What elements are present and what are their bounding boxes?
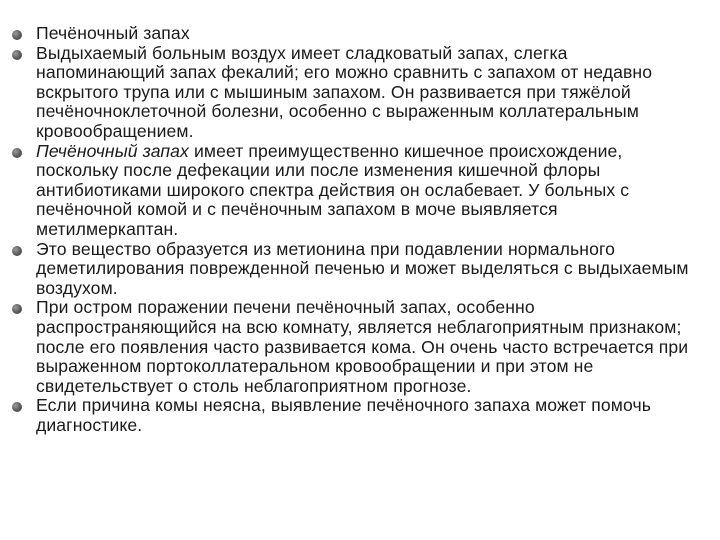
- bullet-item-prognosis: [8, 298, 696, 396]
- bullet-icon: [12, 246, 22, 256]
- bullet-text: При остром поражении печени печёночный запах, особенно распространяющийся на всю комнату, является неблагоприятным признаком; после его появления часто развивается кома. Он очень часто встречается при выраженном портоколлатеральном кровообращении и при этом не свидетельствует о столь неблагоприятном прогнозе.: [36, 297, 689, 396]
- bullet-icon: [12, 50, 22, 60]
- bullet-text: Печёночный запах: [36, 23, 190, 43]
- bullet-item-methionine: [8, 240, 696, 299]
- bullet-icon: [12, 402, 22, 412]
- bullet-icon: [12, 30, 22, 40]
- bullet-text: Выдыхаемый больным воздух имеет сладковатый запах, слегка напоминающий запах фекалий; его можно сравнить с запахом от недавно вскрытого трупа или с мышиным запахом. Он развивается при тяжёлой печёночноклеточной болезни, особенно с выраженным коллатеральным кровообращением.: [36, 42, 653, 141]
- bullet-list: [8, 24, 696, 435]
- bullet-text: Если причина комы неясна, выявление печёночного запаха может помочь диагностике.: [36, 395, 652, 435]
- bullet-icon: [12, 304, 22, 314]
- bullet-item-description: [8, 44, 696, 142]
- bullet-item-diagnostics: [8, 396, 696, 435]
- bullet-text: имеет преимущественно кишечное происхождение, поскольку после дефекации или после изменения кишечной флоры антибиотиками широкого спектра действия он ослабевает. У больных с печёночной комой и с печёночным запахом в моче выявляется метилмеркаптан.: [36, 140, 630, 239]
- bullet-item-title: [8, 24, 696, 44]
- bullet-icon: [12, 148, 22, 158]
- bullet-emphasis: Печёночный запах: [36, 140, 189, 161]
- bullet-text: Это вещество образуется из метионина при подавлении нормального деметилирования поврежденной печенью и может выделяться с выдыхаемым воздухом.: [36, 238, 689, 298]
- bullet-item-origin: [8, 142, 696, 240]
